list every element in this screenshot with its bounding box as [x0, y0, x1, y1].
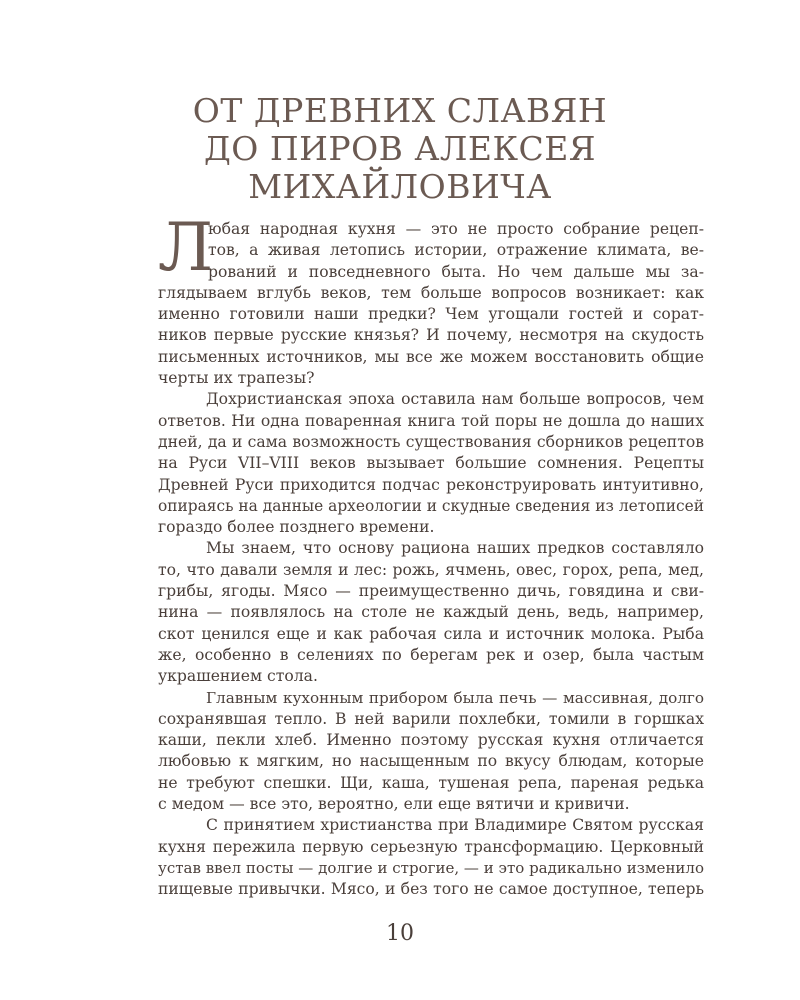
text-line: юбая народная кухня — это не просто собрание рецеп- [208, 220, 704, 238]
text-line: грибы, ягоды. Мясо — преимущественно дичь, говядина и сви- [158, 582, 704, 601]
text-line: скот ценился еще и как рабочая сила и источник молока. Рыба [158, 624, 704, 643]
text-line: же, особенно в селениях по берегам рек и озер, была частым [158, 645, 704, 664]
text-line: пищевые привычки. Мясо, и без того не самое доступное, теперь [158, 880, 704, 899]
chapter-title-line-2: ДО ПИРОВ АЛЕКСЕЯ [203, 129, 597, 168]
chapter-title-line-1: ОТ ДРЕВНИХ СЛАВЯН [192, 91, 608, 130]
text-line: то, что давали земля и лес: рожь, ячмень, овес, горох, репа, мед, [158, 560, 704, 579]
text-line: нина — появлялось на столе не каждый день, ведь, например, [158, 603, 704, 622]
text-line: гораздо более позднего времени. [158, 518, 435, 537]
chapter-title [0, 92, 800, 206]
text-line: С принятием христианства при Владимире Святом русская [206, 816, 704, 835]
text-line: ников первые русские князья? И почему, несмотря на скудость [158, 326, 704, 345]
text-line: Дохристианская эпоха оставила нам больше вопросов, чем [206, 390, 704, 409]
text-line: Главным кухонным прибором была печь — массивная, долго [206, 688, 704, 707]
text-line: ответов. Ни одна поваренная книга той поры не дошла до наших [158, 411, 704, 430]
text-line: опираясь на данные археологии и скудные сведения из летописей [158, 496, 704, 515]
chapter-title-line-3: МИХАЙЛОВИЧА [248, 167, 552, 206]
text-line: Мы знаем, что основу рациона наших предков составляло [206, 539, 704, 558]
text-line: устав ввел посты — долгие и строгие, — и это радикально изменило [158, 858, 704, 877]
page-number: 10 [386, 921, 414, 946]
text-line: украшением стола. [158, 667, 318, 686]
text-line: на Руси VII–VIII веков вызывает большие сомнения. Рецепты [158, 454, 704, 473]
body-text [158, 219, 704, 901]
text-line: с медом — все это, вероятно, ели еще вятичи и кривичи. [158, 795, 630, 814]
text-line: не требуют спешки. Щи, каша, тушеная репа, пареная редька [158, 773, 704, 792]
text-line: Древней Руси приходится подчас реконструировать интуитивно, [158, 475, 704, 494]
text-line: дней, да и сама возможность существования сборников рецептов [158, 432, 704, 451]
text-line: черты их трапезы? [158, 369, 315, 388]
text-line: рований и повседневного быта. Но чем дальше мы за- [208, 262, 704, 281]
text-line: сохранявшая тепло. В ней варили похлебки, томили в горшках [158, 709, 704, 728]
text-line: любовью к мягким, но насыщенным по вкусу блюдам, которые [158, 752, 704, 771]
drop-cap: Л [158, 209, 214, 286]
text-line: глядываем вглубь веков, тем больше вопросов возникает: как [158, 283, 704, 302]
text-line: кухня пережила первую серьезную трансформацию. Церковный [158, 837, 704, 856]
text-line: каши, пекли хлеб. Именно поэтому русская кухня отличается [158, 731, 704, 750]
text-line: именно готовили наши предки? Чем угощали гостей и сорат- [158, 305, 704, 324]
text-line: письменных источников, мы все же можем восстановить общие [158, 347, 704, 366]
text-line: тов, а живая летопись истории, отражение климата, ве- [208, 241, 704, 260]
